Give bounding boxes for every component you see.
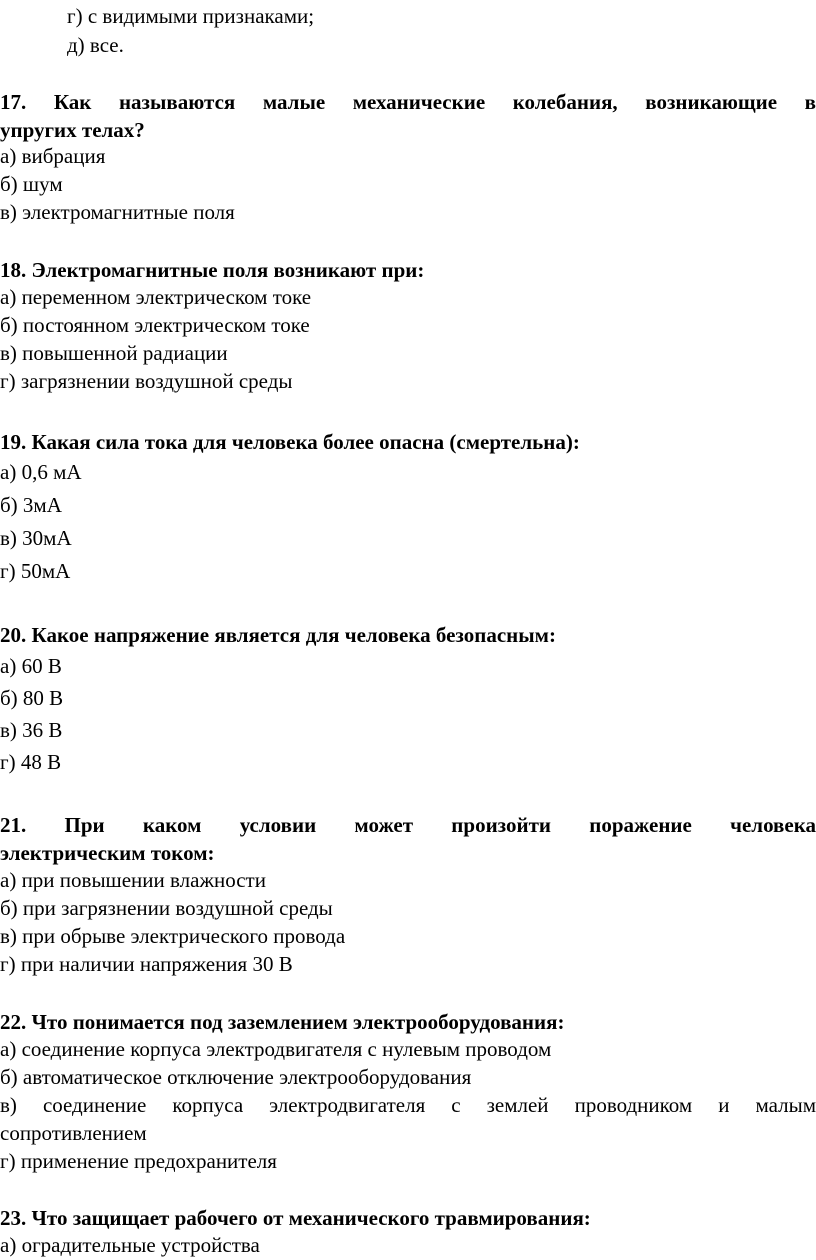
answer-option: г) применение предохранителя	[0, 1149, 277, 1173]
question-22-title: 22. Что понимается под заземлением электрооборудования:	[0, 1010, 565, 1034]
answer-option: д) все.	[67, 33, 124, 57]
answer-option: в) при обрыве электрического провода	[0, 924, 346, 948]
answer-option: б) 80 В	[0, 686, 64, 710]
answer-option: в) повышенной радиации	[0, 341, 228, 365]
answer-option: а) соединение корпуса электродвигателя с нулевым проводом	[0, 1037, 552, 1061]
answer-option: в) 30мА	[0, 526, 72, 550]
question-20-title: 20. Какое напряжение является для человека безопасным:	[0, 623, 556, 647]
answer-option: а) 0,6 мА	[0, 460, 82, 484]
answer-option: б) 3мА	[0, 493, 62, 517]
answer-option: а) переменном электрическом токе	[0, 285, 312, 309]
question-21-title-cont: электрическим током:	[0, 841, 215, 865]
answer-option: б) шум	[0, 172, 63, 196]
answer-option: б) автоматическое отключение электрооборудования	[0, 1065, 472, 1089]
answer-option: в) соединение корпуса электродвигателя с землей проводником и малым	[0, 1093, 816, 1117]
answer-option: б) постоянном электрическом токе	[0, 313, 310, 337]
question-23-title: 23. Что защищает рабочего от механического травмирования:	[0, 1206, 591, 1230]
question-17-title-cont: упругих телах?	[0, 118, 145, 142]
answer-option: а) 60 В	[0, 654, 62, 678]
answer-option: в) 36 В	[0, 718, 63, 742]
question-21-title: 21. При каком условии может произойти поражение человека	[0, 813, 816, 837]
answer-option: в) электромагнитные поля	[0, 200, 235, 224]
answer-option: г) 50мА	[0, 559, 71, 583]
answer-option: б) при загрязнении воздушной среды	[0, 896, 333, 920]
answer-option-cont: сопротивлением	[0, 1121, 147, 1145]
answer-option: г) 48 В	[0, 750, 62, 774]
question-19-title: 19. Какая сила тока для человека более опасна (смертельна):	[0, 430, 580, 454]
answer-option: г) загрязнении воздушной среды	[0, 369, 293, 393]
answer-option: г) при наличии напряжения 30 В	[0, 952, 293, 976]
answer-option: г) с видимыми признаками;	[67, 4, 315, 28]
question-17-title: 17. Как называются малые механические колебания, возникающие в	[0, 90, 816, 114]
question-18-title: 18. Электромагнитные поля возникают при:	[0, 258, 425, 282]
answer-option: а) оградительные устройства	[0, 1233, 260, 1257]
answer-option: а) вибрация	[0, 144, 106, 168]
answer-option: а) при повышении влажности	[0, 868, 266, 892]
